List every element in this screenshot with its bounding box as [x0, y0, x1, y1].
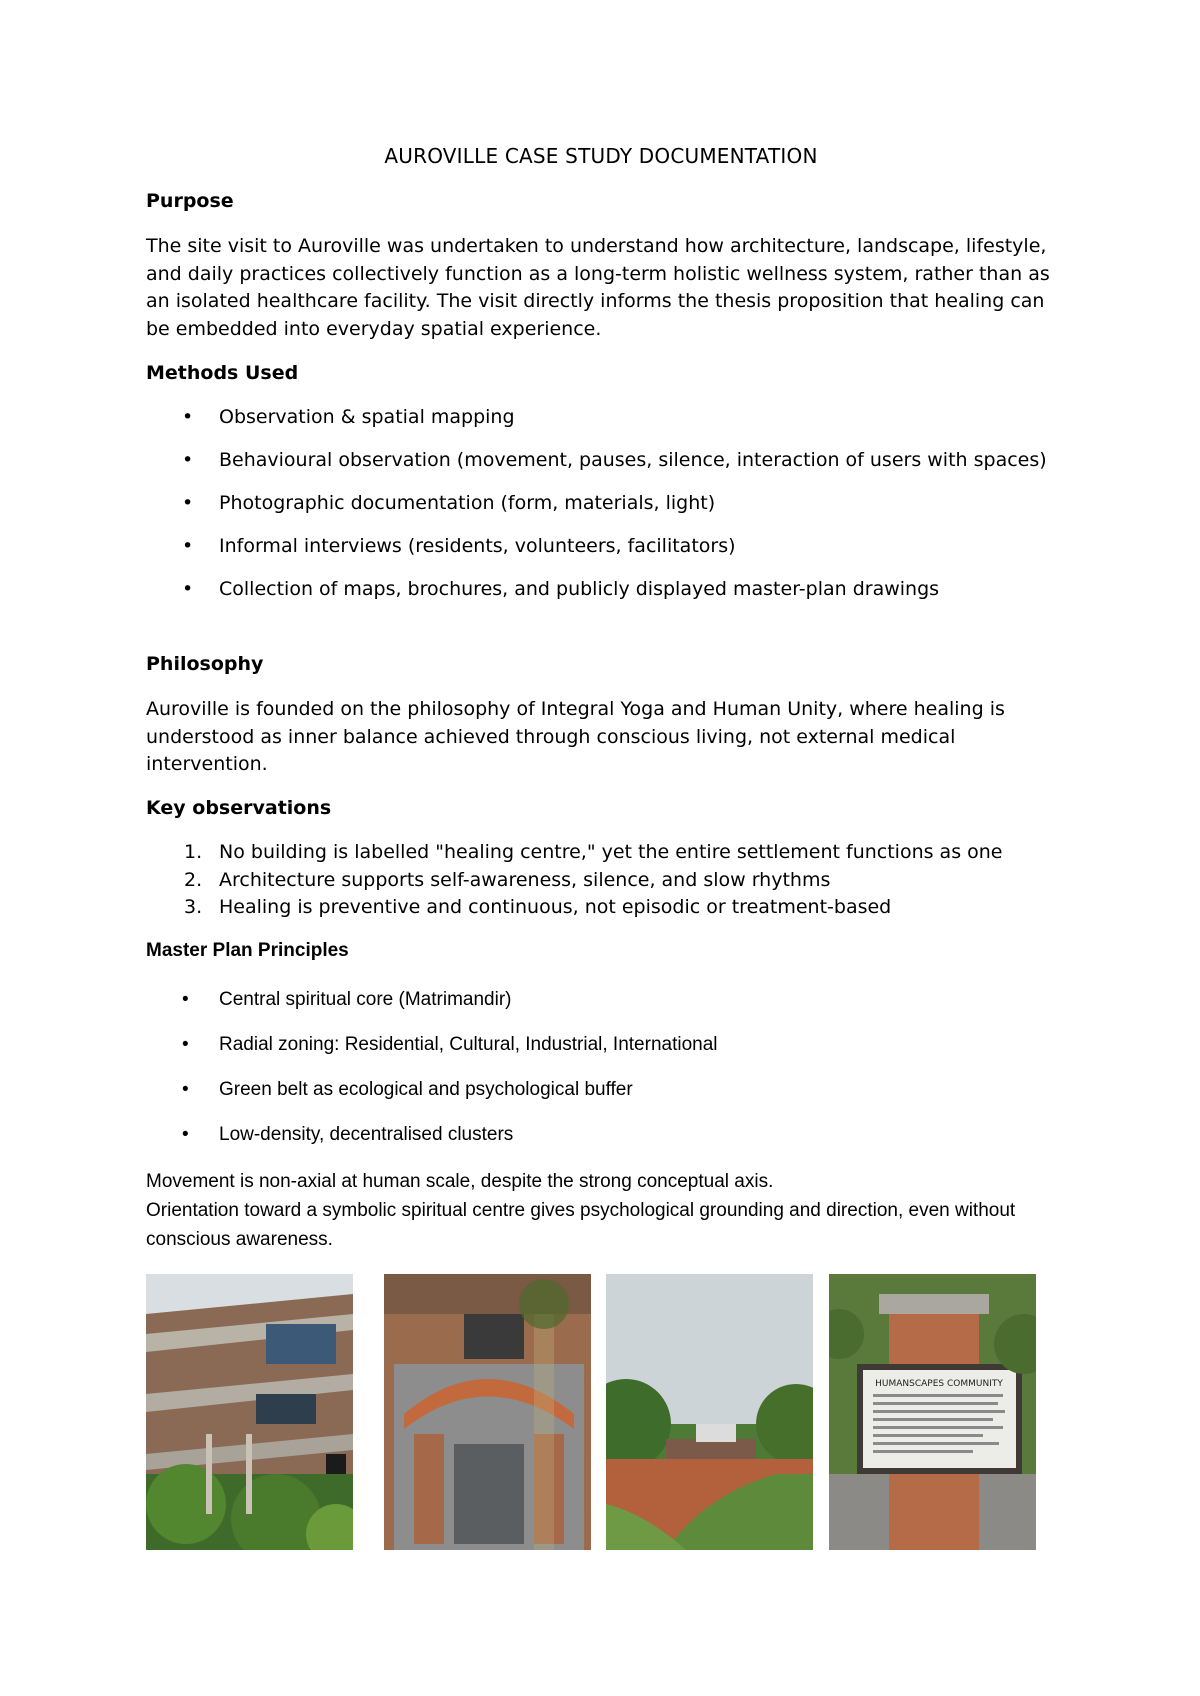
photo-building-balconies: [146, 1274, 353, 1550]
purpose-heading: Purpose: [146, 190, 234, 212]
list-text: No building is labelled "healing centre," yet the entire settlement functions as one: [219, 841, 1003, 863]
list-item: • Radial zoning: Residential, Cultural, Industrial, International: [146, 1031, 1056, 1058]
list-item: • Collection of maps, brochures, and publicly displayed master-plan drawings: [146, 576, 1056, 603]
list-item: • Photographic documentation (form, materials, light): [146, 490, 1056, 517]
list-item: • Low-density, decentralised clusters: [146, 1121, 1056, 1148]
photo-arched-entrance: [384, 1274, 591, 1550]
methods-heading: Methods Used: [146, 362, 299, 384]
observations-heading: Key observations: [146, 797, 332, 819]
list-item: • Informal interviews (residents, volunteers, facilitators): [146, 533, 1056, 560]
philosophy-body: Auroville is founded on the philosophy of Integral Yoga and Human Unity, where healing is understood as inner balance achieved through conscious living, not external medical intervention.: [146, 698, 1005, 775]
list-item: • Central spiritual core (Matrimandir): [146, 986, 1056, 1013]
philosophy-heading: Philosophy: [146, 653, 264, 675]
list-number: 3.: [184, 896, 203, 918]
list-item: [146, 839, 1056, 867]
masterplan-heading: Master Plan Principles: [146, 940, 349, 961]
methods-list: [146, 404, 1056, 603]
list-number: 1.: [184, 841, 203, 863]
observations-list: [146, 839, 1056, 922]
photo-open-ground: [606, 1274, 813, 1550]
list-item: • Observation & spatial mapping: [146, 404, 1056, 431]
masterplan-list: [146, 986, 1056, 1148]
list-item: [146, 867, 1056, 895]
list-number: 2.: [184, 868, 203, 891]
masterplan-closing-1: Movement is non-axial at human scale, despite the strong conceptual axis.: [146, 1171, 774, 1192]
purpose-body: The site visit to Auroville was undertaken to understand how architecture, landscape, lifestyle, and daily practices collectively function as a long-term holistic wellness system, rather than as an isolated healthcare facility. The visit directly informs the thesis proposition that healing can be embedded into everyday spatial experience.: [146, 235, 1050, 340]
photo-community-sign: [829, 1274, 1036, 1550]
list-item: • Behavioural observation (movement, pauses, silence, interaction of users with spaces): [146, 447, 1056, 474]
masterplan-closing-2: Orientation toward a symbolic spiritual centre gives psychological grounding and direction, even without conscious awareness.: [146, 1200, 1016, 1250]
document-title: AUROVILLE CASE STUDY DOCUMENTATION: [384, 144, 818, 168]
list-text: Architecture supports self-awareness, silence, and slow rhythms: [219, 868, 831, 891]
list-item: • Green belt as ecological and psychological buffer: [146, 1076, 1056, 1103]
list-text: Healing is preventive and continuous, not episodic or treatment-based: [219, 896, 892, 918]
list-item: [146, 894, 1056, 922]
sign-title: HUMANSCAPES COMMUNITY: [875, 1379, 1003, 1389]
